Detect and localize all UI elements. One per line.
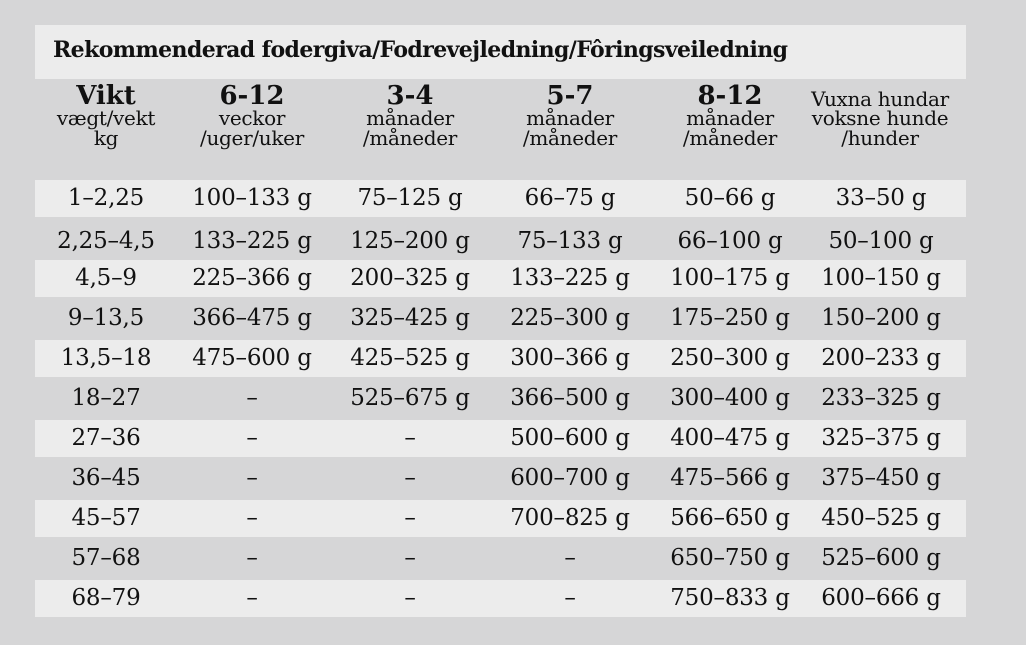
amount-cell: 100–133 g xyxy=(192,185,312,211)
amount-cell: 525–675 g xyxy=(350,385,470,411)
amount-cell: 66–75 g xyxy=(524,185,616,211)
amount-cell: 100–175 g xyxy=(670,265,790,291)
header-3-4-sub-2: /måneder xyxy=(362,125,458,150)
amount-cell: 450–525 g xyxy=(821,505,941,531)
amount-cell: 366–500 g xyxy=(510,385,630,411)
header-3-4-sub-1: månader xyxy=(366,106,454,130)
amount-cell: – xyxy=(404,465,416,491)
header-6-12-main: 6-12 xyxy=(219,81,285,111)
amount-cell: 500–600 g xyxy=(510,425,630,451)
amount-cell: 525–600 g xyxy=(821,545,941,571)
amount-cell: 650–750 g xyxy=(670,545,790,571)
amount-cell: 300–366 g xyxy=(510,345,630,371)
header-5-7-sub-2: /måneder xyxy=(522,125,618,150)
weight-cell: 13,5–18 xyxy=(60,345,152,371)
amount-cell: 75–133 g xyxy=(517,228,623,254)
amount-cell: 225–366 g xyxy=(192,265,312,291)
amount-cell: – xyxy=(564,585,576,611)
amount-cell: – xyxy=(404,585,416,611)
amount-cell: 475–600 g xyxy=(192,345,312,371)
amount-cell: – xyxy=(246,425,258,451)
amount-cell: 300–400 g xyxy=(670,385,790,411)
weight-cell: 4,5–9 xyxy=(75,265,137,291)
amount-cell: – xyxy=(246,385,258,411)
header-8-12-months xyxy=(650,83,810,148)
amount-cell: 133–225 g xyxy=(192,228,312,254)
amount-cell: 75–125 g xyxy=(357,185,463,211)
weight-cell: 36–45 xyxy=(71,465,141,491)
weight-cell: 57–68 xyxy=(71,545,141,571)
table-row xyxy=(35,180,966,217)
table-row xyxy=(35,500,966,537)
amount-cell: 125–200 g xyxy=(350,228,470,254)
title-bar xyxy=(35,25,966,79)
amount-cell: 33–50 g xyxy=(835,185,927,211)
table-title: Rekommenderad fodergiva/Fodrevejledning/Fôringsveiledning xyxy=(53,37,788,63)
amount-cell: 133–225 g xyxy=(510,265,630,291)
amount-cell: 366–475 g xyxy=(192,305,312,331)
header-3-4-main: 3-4 xyxy=(386,81,434,111)
amount-cell: 66–100 g xyxy=(677,228,783,254)
table-row xyxy=(35,223,966,260)
table-row xyxy=(35,300,966,337)
amount-cell: 566–650 g xyxy=(670,505,790,531)
table-row xyxy=(35,420,966,457)
amount-cell: 425–525 g xyxy=(350,345,470,371)
amount-cell: 600–666 g xyxy=(821,585,941,611)
amount-cell: 700–825 g xyxy=(510,505,630,531)
amount-cell: – xyxy=(246,505,258,531)
header-weight xyxy=(35,83,177,148)
table-row xyxy=(35,540,966,577)
header-5-7-sub-1: månader xyxy=(526,106,614,130)
table-row xyxy=(35,260,966,297)
amount-cell: 325–375 g xyxy=(821,425,941,451)
amount-cell: 250–300 g xyxy=(670,345,790,371)
amount-cell: – xyxy=(246,545,258,571)
amount-cell: 325–425 g xyxy=(350,305,470,331)
table-row xyxy=(35,340,966,377)
header-weight-sub-2: kg xyxy=(93,125,119,150)
weight-cell: 18–27 xyxy=(71,385,141,411)
amount-cell: 233–325 g xyxy=(821,385,941,411)
weight-cell: 9–13,5 xyxy=(67,305,145,331)
header-weight-main: Vikt xyxy=(76,81,136,111)
table-row xyxy=(35,580,966,617)
amount-cell: 750–833 g xyxy=(670,585,790,611)
amount-cell: 225–300 g xyxy=(510,305,630,331)
amount-cell: 200–325 g xyxy=(350,265,470,291)
header-adult-sub-1: voksne hunde xyxy=(811,106,949,130)
header-adult-dogs xyxy=(797,89,963,148)
header-5-7-months xyxy=(490,83,650,148)
amount-cell: 150–200 g xyxy=(821,305,941,331)
header-3-4-months xyxy=(330,83,490,148)
header-6-12-sub-2: /uger/uker xyxy=(200,125,304,150)
feeding-guide-table xyxy=(35,25,966,620)
header-6-12-weeks xyxy=(172,83,332,148)
amount-cell: – xyxy=(246,585,258,611)
weight-cell: 68–79 xyxy=(71,585,141,611)
amount-cell: 50–100 g xyxy=(828,228,934,254)
header-6-12-sub-1: veckor xyxy=(218,106,286,130)
amount-cell: 175–250 g xyxy=(670,305,790,331)
header-row xyxy=(35,81,966,181)
amount-cell: 400–475 g xyxy=(670,425,790,451)
weight-cell: 45–57 xyxy=(71,505,141,531)
header-weight-sub-1: vægt/vekt xyxy=(56,106,156,130)
amount-cell: 375–450 g xyxy=(821,465,941,491)
weight-cell: 2,25–4,5 xyxy=(57,228,155,254)
amount-cell: – xyxy=(404,545,416,571)
table-row xyxy=(35,380,966,417)
header-adult-main: Vuxna hundar xyxy=(811,87,949,111)
header-adult-sub-2: /hunder xyxy=(841,125,919,150)
weight-cell: 27–36 xyxy=(71,425,141,451)
amount-cell: 200–233 g xyxy=(821,345,941,371)
amount-cell: 100–150 g xyxy=(821,265,941,291)
amount-cell: – xyxy=(404,505,416,531)
amount-cell: 50–66 g xyxy=(684,185,776,211)
header-8-12-sub-2: /måneder xyxy=(682,125,778,150)
amount-cell: – xyxy=(404,425,416,451)
table-row xyxy=(35,460,966,497)
header-8-12-sub-1: månader xyxy=(686,106,774,130)
weight-cell: 1–2,25 xyxy=(67,185,145,211)
header-8-12-main: 8-12 xyxy=(697,81,763,111)
amount-cell: – xyxy=(564,545,576,571)
header-5-7-main: 5-7 xyxy=(546,81,594,111)
amount-cell: 600–700 g xyxy=(510,465,630,491)
amount-cell: 475–566 g xyxy=(670,465,790,491)
amount-cell: – xyxy=(246,465,258,491)
